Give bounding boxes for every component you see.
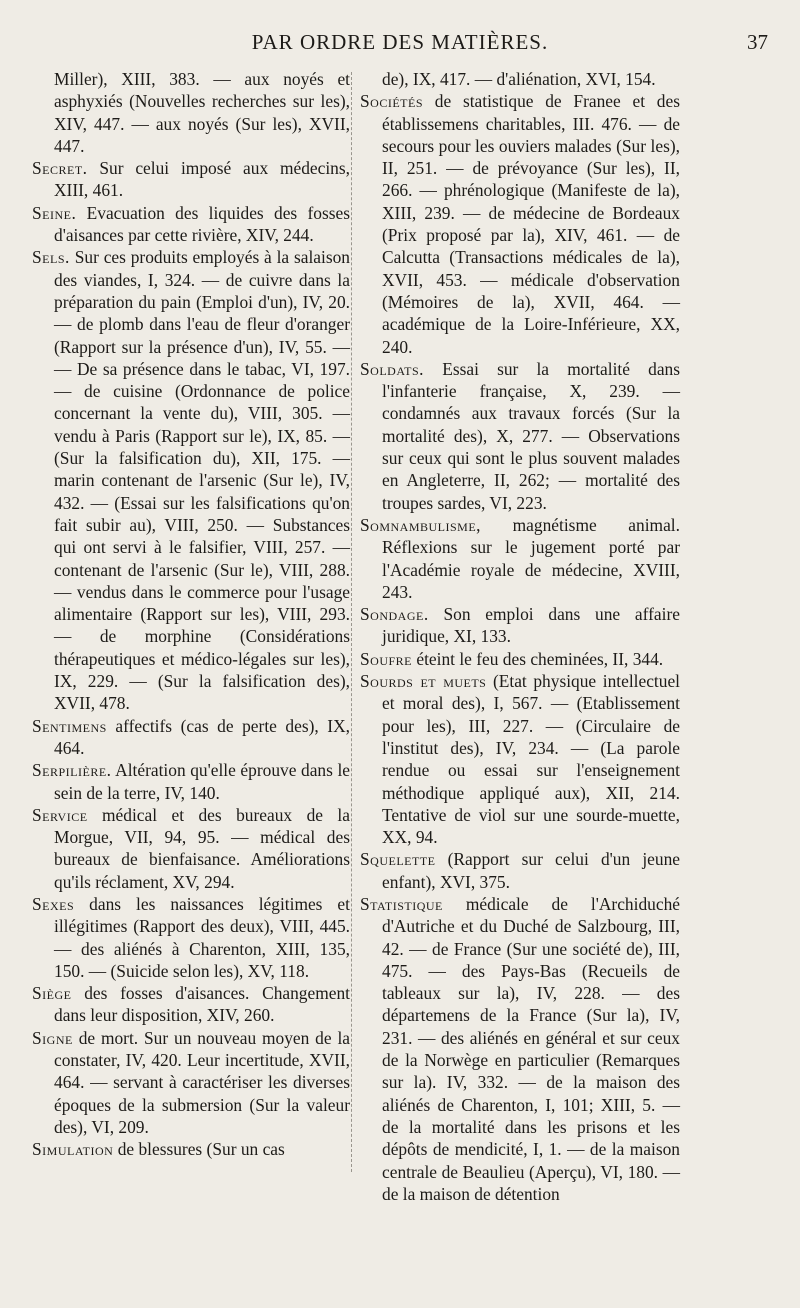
entry-headword: Serpilière. [32,760,112,781]
entry-text: Altération qu'elle éprouve dans le sein de la terre, IV, 140. [54,760,350,803]
entry-headword: Soldats. [360,358,425,379]
entry-text: magnétisme animal. Réflexions sur le jugement porté par l'Académie royale de médecine, XVIII, 243. [382,514,680,602]
entry-text: Sur celui imposé aux médecins, XIII, 461. [54,158,350,201]
index-entry [32,246,350,714]
index-entry [360,514,680,603]
entry-headword: Sentimens [32,715,107,736]
index-entry [32,1027,350,1138]
entry-text: Son emploi dans une affaire juridique, XI, 133. [382,604,680,647]
left-entries [32,157,350,1160]
entry-text: (Etat physique intellectuel et moral des), I, 567. — (Etablissement pour les), III, 227. — (Circulaire de l'institut des), IV, 234. — (La parole rendue ou essai sur l'enseignement méthodique appliqué aux), XII, 214. Tentative de viol sur une sourde-muette, XX, 94. [382,671,680,848]
entry-headword: Siège [32,983,72,1004]
page-number: 37 [747,30,768,54]
entry-text: Evacuation des liquides des fosses d'aisances par cette rivière, XIV, 244. [54,202,350,246]
entry-headword: Sociétés [360,91,424,112]
entry-headword: Simulation [32,1139,114,1160]
index-entry [360,648,680,670]
index-entry [360,893,680,1205]
entry-text: médical et des bureaux de la Morgue, VII, 94, 95. — médical des bureaux de bienfaisance. Améliorations qu'ils réclament, XV, 294. [54,804,350,892]
page-header [30,30,770,62]
entry-headword: Statistique [360,893,443,914]
entry-text: médicale de l'Archiduché d'Autriche et du Duché de Salzbourg, III, 42. — de France (Sur une société de), III, 475. — des Pays-Bas (Recueils de tableaux sur la), IV, 228. — des départemens de la France (Sur la), IV, 231. — des aliénés en général et sur ceux de la Norwège en particulier (Remarques sur la). IV, 332. — de la maison des aliénés de Charenton, I, 101; XIII, 5. — de la mortalité dans les prisons et les dépôts de mendicité, I, 1. — de la maison centrale de Beaulieu (Aperçu), VI, 180. — de la maison de détention [382,893,680,1204]
index-entry [360,848,680,893]
entry-headword: Sexes [32,893,75,914]
entry-text: éteint le feu des cheminées, II, 344. [416,648,664,669]
entry-text: Sur ces produits employés à la salaison des viandes, I, 324. — de cuivre dans la préparation du pain (Emploi d'un), IV, 20. — de plomb dans l'eau de fleur d'oranger (Rapport sur la présence d'un), IV, 55. — — De sa présence dans le tabac, VI, 197. — de cuisine (Ordonnance de police concernant la vente du), VIII, 305. — vendu à Paris (Rapport sur le), IX, 85. — (Sur la falsification du), XII, 175. — marin contenant de l'arsenic (Sur le), IV, 432. — (Essai sur les falsifications qu'on fait subir au), VIII, 250. — Substances qui ont servi à le falsifier, VIII, 257. — contenant de l'arsenic (Sur le), VIII, 288. — vendus dans le commerce pour l'usage alimentaire (Rapport sur les), VIII, 293. — de morphine (Considérations thérapeutiques et médico-légales sur les), IX, 229. — (Sur la falsification des), XVII, 478. [54,247,350,714]
entry-headword: Soufre [360,648,413,669]
index-entry [32,982,350,1027]
running-title: PAR ORDRE DES MATIÈRES. [251,30,549,54]
entry-text: dans les naissances légitimes et illégitimes (Rapport des deux), VIII, 445. — des aliénés à Charenton, XIII, 135, 150. — (Suicide selon les), XV, 118. [54,893,350,981]
entry-headword: Service [32,804,88,825]
index-entry [32,893,350,982]
entry-headword: Signe [32,1027,73,1048]
index-entry [360,603,680,648]
index-entry [360,358,680,514]
right-column [360,68,680,1205]
entry-headword: Secret. [32,158,88,179]
index-entry [360,90,680,358]
index-entry [32,202,350,247]
entry-text: de blessures (Sur un cas [117,1139,285,1160]
index-entry [32,1138,350,1160]
column-divider [351,72,352,1172]
entry-headword: Squelette [360,849,436,870]
continuation-text: Miller), XIII, 383. — aux noyés et asphyxiés (Nouvelles recherches sur les), XIV, 447. — aux noyés (Sur les), XVII, 447. [54,69,350,156]
entry-text: affectifs (cas de perte des), IX, 464. [54,715,350,758]
index-entry [32,759,350,804]
entry-headword: Seine. [32,202,77,223]
index-entry [32,157,350,202]
index-entry [32,804,350,893]
entry-text: des fosses d'aisances. Changement dans leur disposition, XIV, 260. [54,983,350,1026]
index-entry [32,715,350,760]
right-entries [360,90,680,1205]
entry-headword: Sels. [32,247,70,268]
index-entry [360,670,680,848]
entry-headword: Sourds et muets [360,671,487,692]
entry-headword: Sondage. [360,604,429,625]
entry-text: de statistique de Franee et des établissemens charitables, III. 476. — de secours pour les ouviers malades (Sur les), II, 251. — de prévoyance (Sur les), II, 266. — phrénologique (Manifeste de la), XIII, 239. — de médecine de Bordeaux (Prix proposé par la), XIV, 461. — de Calcutta (Transactions médicales de la), XVII, 453. — médicale d'observation (Mémoires de la), XVII, 464. — académique de la Loire-Inférieure, XX, 240. [382,91,680,357]
entry-text: de mort. Sur un nouveau moyen de la constater, IV, 420. Leur incertitude, XVII, 464. — servant à caractériser les diverses époques de la submersion (Sur la valeur des), VI, 209. [54,1027,350,1137]
entry-text: Essai sur la mortalité dans l'infanterie française, X, 239. — condamnés aux travaux forcés (Sur la mortalité des), X, 277. — Observations sur ceux qui sont le plus souvent malades en Angleterre, II, 262; — mortalité des troupes sardes, VI, 223. [382,358,680,513]
continuation-text: de), IX, 417. — d'aliénation, XVI, 154. [382,69,656,89]
left-column [32,68,350,1161]
entry-text: (Rapport sur celui d'un jeune enfant), XVI, 375. [382,849,680,892]
entry-headword: Somnambulisme, [360,514,482,535]
